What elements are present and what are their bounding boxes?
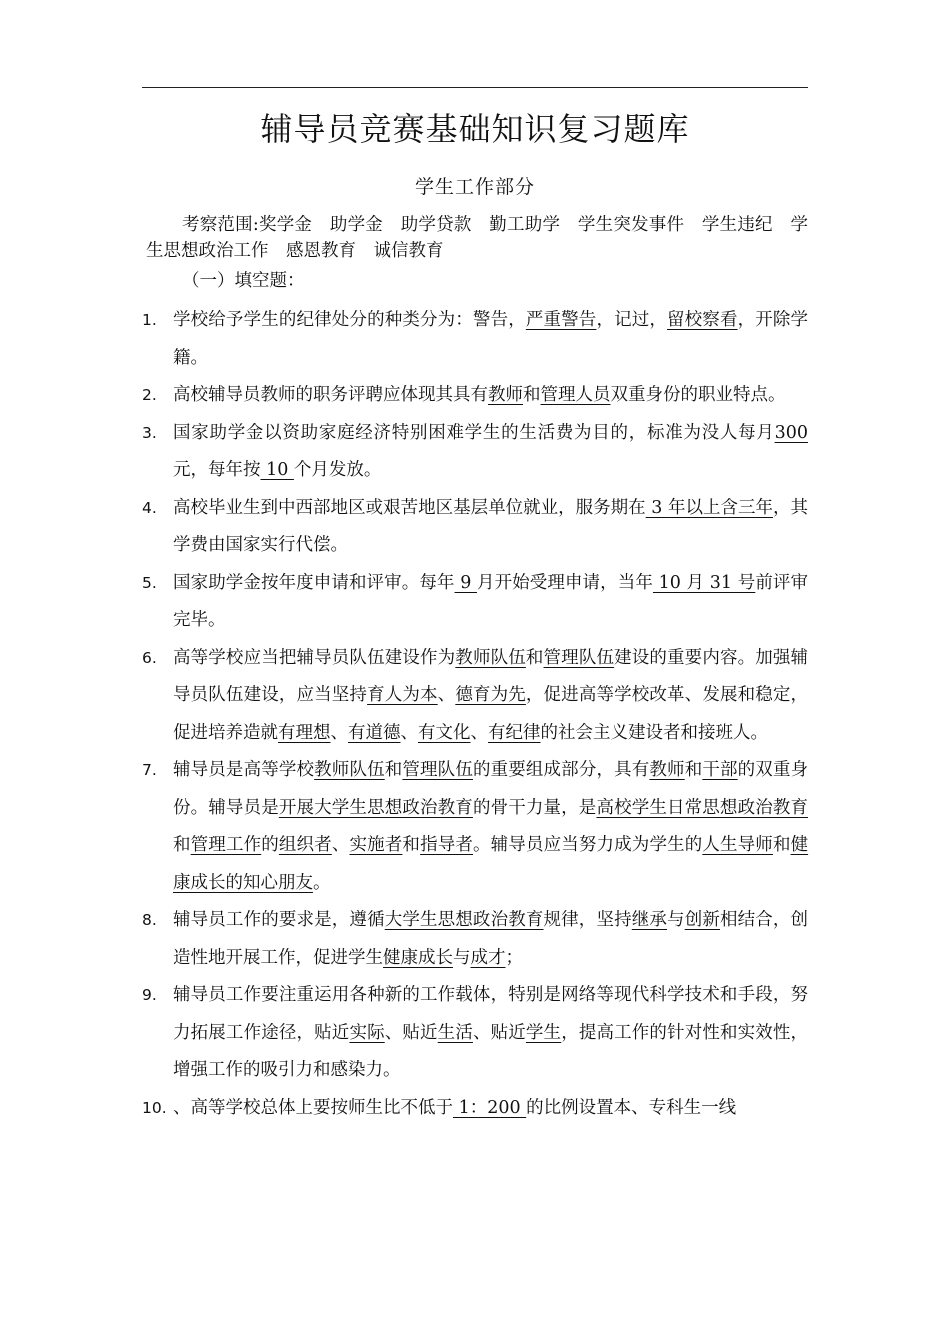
question-text: 、	[330, 722, 348, 743]
answer-blank: 健康成长的知心朋友	[173, 835, 809, 893]
question-number: 7.	[142, 761, 157, 779]
question-text: 规律，坚持	[543, 910, 632, 930]
question-text: 辅导员是高等学校	[173, 760, 315, 780]
question-number: 6.	[142, 648, 157, 667]
answer-blank: 继承	[631, 910, 668, 930]
question-text: 的社会主义建设者和接班人。	[540, 722, 768, 743]
question-text: 、	[470, 722, 488, 743]
question-text: 。辅导员应当努力成为学生的	[473, 835, 703, 855]
question-text: 、贴近	[384, 1022, 438, 1043]
question-text: ，记过，	[596, 310, 668, 330]
question-text: 的	[261, 835, 279, 855]
question-list	[142, 302, 808, 1127]
question-text: 前评审完毕。	[173, 572, 809, 630]
question-text: 和	[684, 760, 703, 780]
answer-blank: 成才	[470, 947, 506, 968]
question-text: 、	[400, 722, 418, 743]
answer-blank: 管理人员	[540, 385, 611, 405]
answer-blank: 教师队伍	[455, 647, 526, 668]
question-text: 、高等学校总体上要按师生比不低于	[173, 1097, 453, 1118]
question-text: 与	[667, 910, 685, 930]
question-number: 9.	[142, 986, 157, 1004]
question-text: 个月发放。	[293, 460, 382, 480]
question-text: 和	[525, 647, 544, 668]
answer-blank: 有纪律	[488, 722, 541, 743]
question-item	[142, 302, 808, 377]
question-item	[142, 415, 808, 490]
question-text: 。	[313, 872, 331, 893]
question-text: ，其学费由国家实行代偿。	[173, 497, 809, 555]
answer-blank: 9	[454, 572, 477, 593]
answer-blank: 教师	[649, 760, 685, 780]
header-rule	[142, 87, 808, 88]
answer-blank: 创新	[684, 910, 720, 930]
answer-blank: 组织者	[278, 835, 332, 855]
answer-blank: 300	[774, 422, 808, 443]
question-text: 的比例设置本、专科生一线	[526, 1097, 737, 1118]
answer-blank: 指导者	[420, 835, 474, 855]
answer-blank: 实施者	[349, 835, 403, 855]
question-text: 的骨干力量，是	[472, 797, 597, 818]
question-text: 和	[772, 835, 791, 855]
answer-blank: 生活	[437, 1022, 473, 1043]
question-text: 和	[384, 760, 403, 780]
answer-blank: 育人为本	[367, 685, 438, 705]
question-text: 的双重身份。辅导员是	[173, 760, 809, 818]
question-text: 与	[453, 947, 471, 968]
question-text: ，促进高等学校改革、发展和稳定，促进培养造就	[173, 685, 809, 743]
question-item	[142, 1090, 808, 1128]
document-subtitle: 学生工作部分	[414, 176, 535, 198]
question-text: 的重要组成部分，具有	[472, 760, 650, 780]
answer-blank: 3 年以上含三年	[645, 497, 773, 518]
question-number: 4.	[142, 498, 157, 517]
section-heading: （一）填空题：	[182, 271, 305, 291]
question-item	[142, 490, 808, 565]
answer-blank: 10	[260, 460, 294, 480]
question-text: 、贴近	[472, 1022, 526, 1043]
question-text: 、	[331, 835, 350, 855]
answer-blank: 健康成长	[383, 947, 453, 968]
question-text: 元，每年按	[173, 460, 261, 480]
answer-blank: 管理工作	[190, 835, 262, 855]
question-item	[142, 902, 808, 977]
question-item	[142, 377, 808, 415]
document-title: 辅导员竞赛基础知识复习题库	[260, 110, 690, 148]
question-text: 、	[437, 685, 456, 705]
question-text: 国家助学金按年度申请和评审。每年	[173, 572, 455, 593]
question-number: 5.	[142, 573, 157, 592]
question-text: 月开始受理申请，当年	[476, 572, 653, 593]
question-text: ，提高工作的针对性和实效性，增强工作的吸引力和感染力。	[173, 1022, 809, 1080]
answer-blank: 有理想	[278, 722, 331, 743]
answer-blank: 教师队伍	[314, 760, 385, 780]
question-item	[142, 752, 808, 902]
question-item	[142, 565, 808, 640]
question-text: 学校给予学生的纪律处分的种类分为：警告，	[173, 310, 526, 330]
question-number: 3.	[142, 423, 157, 442]
answer-blank: 有文化	[418, 722, 471, 743]
answer-blank: 实际	[349, 1022, 385, 1043]
answer-blank: 开展大学生思想政治教育	[278, 797, 473, 818]
question-text: 辅导员工作的要求是，遵循	[173, 910, 385, 930]
question-text: ，开除学籍。	[173, 310, 809, 368]
question-text: 双重身份的职业特点。	[610, 385, 786, 405]
question-text: 和	[523, 385, 541, 405]
answer-blank: 学生	[525, 1022, 562, 1043]
question-number: 2.	[142, 386, 157, 404]
question-text: 相结合，创造性地开展工作，促进学生	[173, 910, 809, 968]
answer-blank: 1：200	[453, 1097, 527, 1118]
question-item	[142, 977, 808, 1090]
answer-blank: 德育为先	[455, 685, 526, 705]
question-text: 高校毕业生到中西部地区或艰苦地区基层单位就业，服务期在	[173, 497, 646, 518]
question-number: 1.	[142, 311, 157, 329]
question-text: 和	[402, 835, 421, 855]
question-text: ；	[505, 947, 523, 968]
question-text: 辅导员工作要注重运用各种新的工作载体，特别是网络等现代科学技术和手段，努力拓展工作途径，贴近	[173, 985, 808, 1043]
answer-blank: 有道德	[348, 722, 401, 743]
answer-blank: 干部	[702, 760, 738, 780]
question-number: 10.	[142, 1098, 167, 1117]
question-item	[142, 640, 808, 753]
scope-paragraph: 考察范围:奖学金 助学金 助学贷款 勤工助学 学生突发事件 学生违纪 学生思想政治工作 感恩教育 诚信教育	[146, 215, 808, 261]
question-text: 高校辅导员教师的职务评聘应体现其具有	[173, 385, 488, 405]
question-number: 8.	[142, 911, 157, 929]
question-text: 建设的重要内容。加强辅导员队伍建设，应当坚持	[173, 647, 809, 705]
answer-blank: 大学生思想政治教育	[384, 910, 544, 930]
answer-blank: 管理队伍	[543, 647, 615, 668]
answer-blank: 教师	[488, 385, 523, 405]
answer-blank: 管理队伍	[402, 760, 473, 780]
answer-blank: 高校学生日常思想政治教育	[596, 797, 809, 818]
answer-blank: 人生导师	[702, 835, 773, 855]
answer-blank: 10 月 31 号	[652, 572, 756, 593]
question-text: 高等学校应当把辅导员队伍建设作为	[173, 647, 456, 668]
question-text: 和	[173, 835, 191, 855]
answer-blank: 严重警告	[525, 310, 597, 330]
answer-blank: 留校察看	[667, 310, 738, 330]
question-text: 国家助学金以资助家庭经济特别困难学生的生活费为目的，标准为没人每月	[173, 422, 775, 443]
